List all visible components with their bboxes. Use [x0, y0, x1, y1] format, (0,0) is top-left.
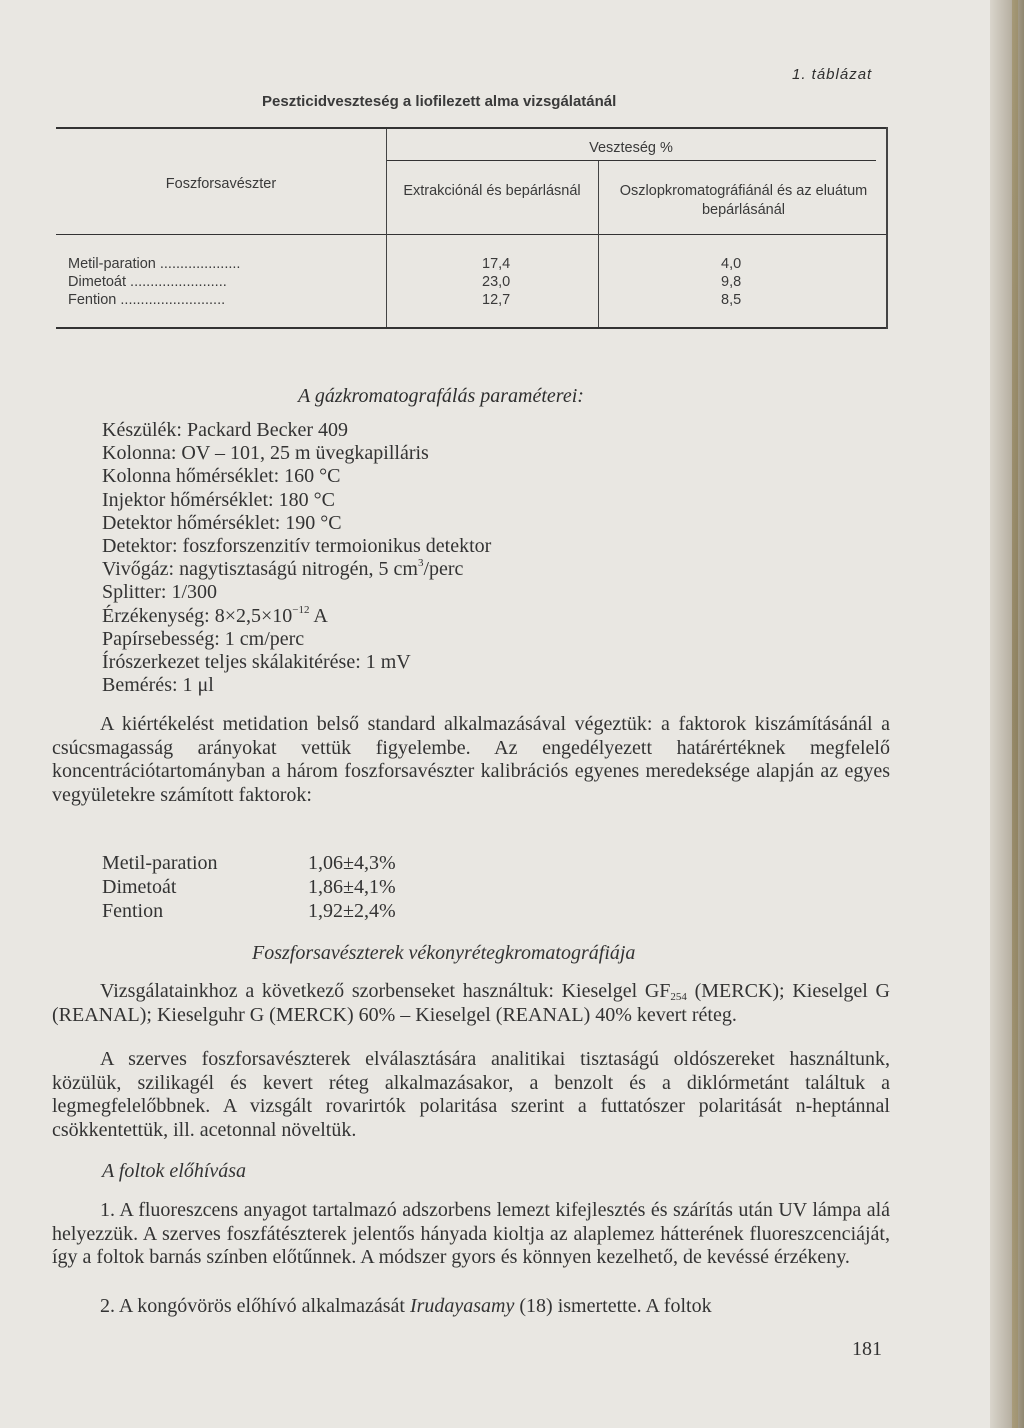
table-group-rule: [386, 160, 876, 161]
table-right-edge: [886, 127, 888, 329]
table-top-rule: [56, 127, 888, 129]
param-line: Bemérés: 1 μl: [102, 674, 214, 697]
results-table: [56, 127, 888, 329]
table-title: Peszticidveszteség a liofilezett alma vizsgálatánál: [262, 93, 617, 110]
param-line: Vivőgáz: nagytisztaságú nitrogén, 5 $cm^3$/perc: [102, 557, 464, 581]
param-line: Kolonna hőmérséklet: 160 °C: [102, 465, 341, 488]
param-line: Injektor hőmérséklet: 180 °C: [102, 488, 335, 511]
header-row-label: Foszforsavészter: [165, 176, 277, 192]
factor-row: Fention 1,92±2,4%: [102, 900, 396, 922]
factors-list: [102, 851, 396, 923]
cell-value: 4,0: [721, 256, 742, 272]
paragraph-uv: 1. A fluoreszcens anyagot tartalmazó adszorbens lemezt kifejlesztés és szárítás után UV lámpa alá helyezzük. A szerves foszfátészterek jelentős hányada kioltja az alaplemez hátterének fluoreszcenciáját, így a foltok barnás színben előtűnnek. A módszer gyors és könnyen kezelhető, de kevéssé érzékeny.: [52, 1199, 890, 1269]
param-line: Érzékenység: $8\times 2,5\times 10^{-12}$ A: [102, 603, 328, 627]
page-edge-shadow: [990, 0, 1024, 1428]
section-title-spots: A foltok előhívása: [102, 1160, 247, 1182]
section-title-tlc: Foszforsavészterek vékonyrétegkromatográfiája: [252, 942, 636, 964]
param-line: Detektor: foszforszenzitív termoionikus detektor: [102, 535, 492, 558]
params-title: A gázkromatografálás paraméterei:: [298, 385, 584, 407]
param-line: Detektor hőmérséklet: 190 °C: [102, 511, 342, 534]
table-number: 1. táblázat: [792, 66, 873, 83]
header-col-column: Oszlopkromatográfiánál és az eluátum bepárlásánál: [619, 183, 868, 218]
paragraph-sorbents: Vizsgálatainkhoz a következő szorbenseket használtuk: Kieselgel $GF_{254}$ (MERCK); Kieselgel G (REANAL); Kieselguhr G (MERCK) 60% – Kieselgel (REANAL) 40% kevert réteg.: [52, 980, 890, 1026]
factor-row: Dimetoát 1,86±4,1%: [102, 876, 396, 898]
row-label: Dimetoát ........................: [68, 274, 227, 290]
paragraph-evaluation: A kiértékelést metidation belső standard alkalmazásával végeztük: a faktorok kiszámításánál a csúcsmagasság arányokat vettük figyelembe. Az engedélyezett határértéknek megfelelő koncentrációtartományban a három foszforsavészter kalibrációs egyenes meredeksége alapján az egyes vegyületekre számított faktorok:: [52, 713, 890, 806]
cell-value: 9,8: [721, 274, 742, 290]
paragraph-congo: 2. A kongóvörös előhívó alkalmazását Irudayasamy (18) ismertette. A foltok: [100, 1295, 712, 1317]
param-line: Papírsebesség: 1 cm/perc: [102, 627, 305, 650]
param-line: Írószerkezet teljes skálakitérése: 1 mV: [102, 651, 411, 674]
cell-value: 8,5: [721, 292, 742, 308]
factor-row: Metil-paration 1,06±4,3%: [102, 852, 396, 874]
cell-value: 12,7: [482, 292, 511, 308]
header-group: Veszteség %: [589, 140, 673, 156]
header-col-extraction: Extrakciónál és bepárlásnál: [403, 183, 581, 199]
param-line: Splitter: 1/300: [102, 581, 217, 604]
cell-value: 23,0: [482, 274, 511, 290]
table-header-rule: [56, 234, 888, 235]
paragraph-solvents: A szerves foszforsavészterek elválasztására analitikai tisztaságú oldószereket használtunk, közülük, szilikagél és kevert réteg alkalmazásakor, a benzolt és a diklórmetánt találtuk a legmegfelelőbbnek. A vizsgált rovarirtók polaritása szerint a futtatószer polaritását n-heptánnal csökkentettük, ill. acetonnal növeltük.: [52, 1048, 890, 1141]
param-line: Készülék: Packard Becker 409: [102, 419, 349, 441]
cell-value: 17,4: [482, 256, 511, 272]
row-label: Fention ..........................: [68, 292, 226, 308]
param-line: Kolonna: OV – 101, 25 m üvegkapilláris: [102, 442, 429, 465]
table-bottom-rule: [56, 327, 888, 329]
params-list: [102, 419, 491, 697]
table-col-divider-1: [386, 129, 387, 327]
row-label: Metil-paration ....................: [68, 256, 241, 272]
table-col-divider-2: [598, 161, 599, 327]
page-number: 181: [852, 1338, 882, 1360]
